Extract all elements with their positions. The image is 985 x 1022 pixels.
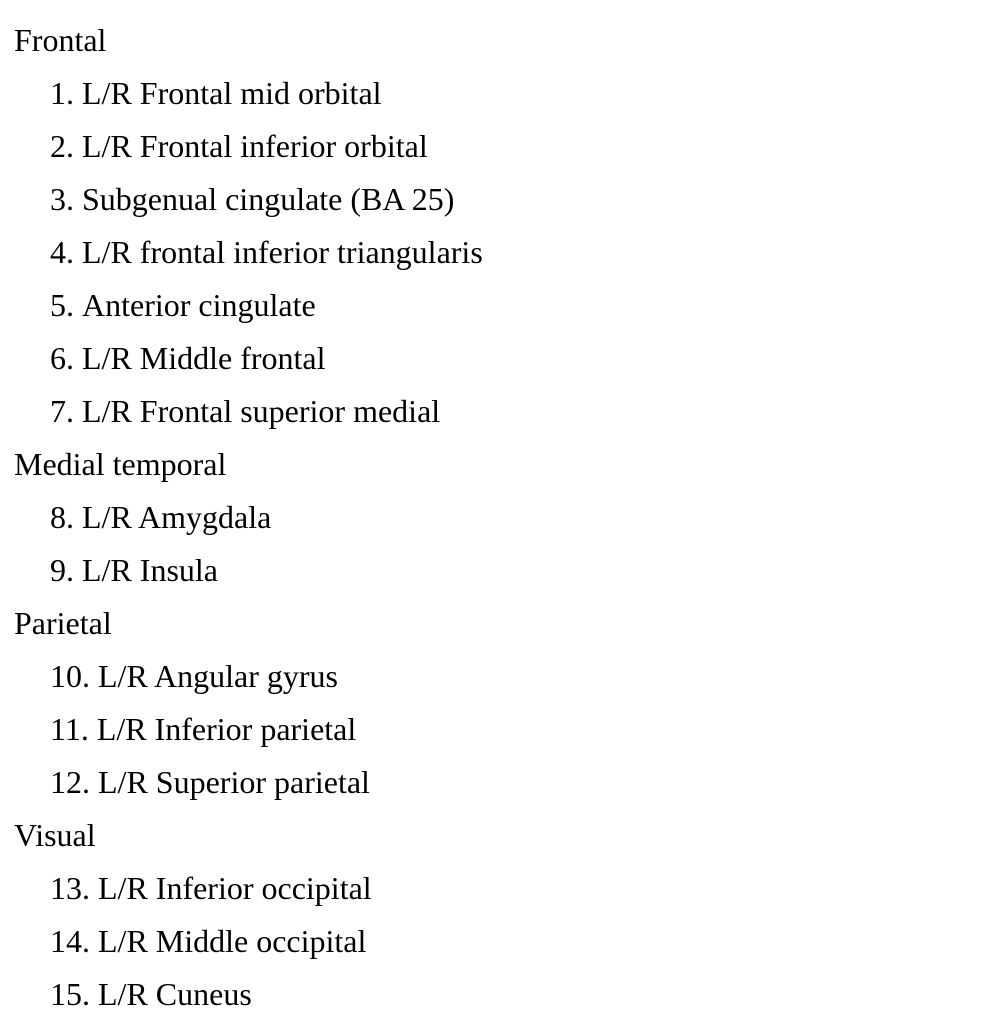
item-label: L/R Frontal mid orbital (82, 75, 382, 111)
item-label: Anterior cingulate (82, 287, 316, 323)
item-number: 11. (50, 711, 89, 747)
list-item (0, 491, 985, 544)
item-number: 1. (50, 75, 74, 111)
section-heading-parietal: Parietal (14, 605, 112, 641)
list-item (0, 385, 985, 438)
item-number: 4. (50, 234, 74, 270)
item-label: L/R Insula (82, 552, 218, 588)
item-label: L/R Angular gyrus (98, 658, 338, 694)
item-number: 10. (50, 658, 90, 694)
item-number: 7. (50, 393, 74, 429)
item-label: L/R Middle occipital (98, 923, 367, 959)
item-label: L/R Inferior occipital (98, 870, 372, 906)
item-number: 6. (50, 340, 74, 376)
list-item (0, 756, 985, 809)
item-number: 5. (50, 287, 74, 323)
list-item (0, 915, 985, 968)
region-list (0, 14, 985, 1021)
item-label: L/R frontal inferior triangularis (82, 234, 483, 270)
item-number: 9. (50, 552, 74, 588)
list-item (0, 67, 985, 120)
item-label: L/R Cuneus (98, 976, 252, 1012)
list-item (0, 650, 985, 703)
item-number: 15. (50, 976, 90, 1012)
list-item (0, 332, 985, 385)
list-item (0, 226, 985, 279)
item-label: L/R Frontal inferior orbital (82, 128, 428, 164)
list-item (0, 120, 985, 173)
item-label: L/R Amygdala (82, 499, 272, 535)
section-heading-frontal: Frontal (14, 22, 107, 58)
list-item (0, 862, 985, 915)
item-number: 2. (50, 128, 74, 164)
item-number: 14. (50, 923, 90, 959)
section-heading-medial-temporal: Medial temporal (14, 446, 227, 482)
item-number: 3. (50, 181, 74, 217)
item-label: L/R Middle frontal (82, 340, 326, 376)
list-item (0, 968, 985, 1021)
list-item (0, 703, 985, 756)
item-label: L/R Superior parietal (98, 764, 370, 800)
section-heading-visual: Visual (14, 817, 96, 853)
list-item (0, 279, 985, 332)
list-item (0, 544, 985, 597)
item-label: L/R Inferior parietal (96, 711, 357, 747)
item-number: 12. (50, 764, 90, 800)
item-number: 13. (50, 870, 90, 906)
list-item (0, 173, 985, 226)
item-label: L/R Frontal superior medial (82, 393, 441, 429)
item-number: 8. (50, 499, 74, 535)
item-label: Subgenual cingulate (BA 25) (82, 181, 455, 217)
